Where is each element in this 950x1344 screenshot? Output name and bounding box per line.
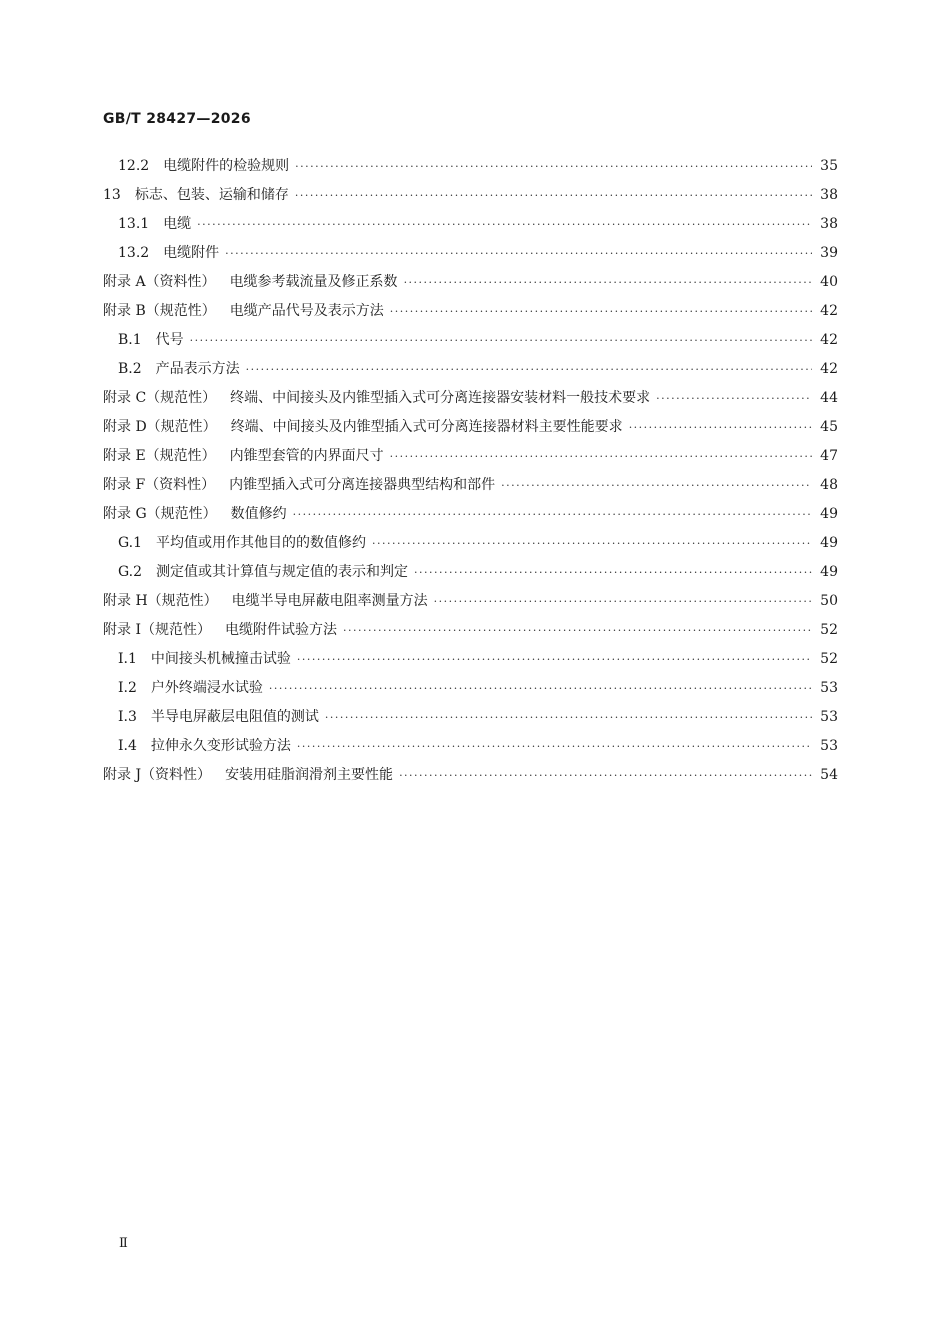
toc-entry-appendix-f[interactable] <box>103 471 838 500</box>
toc-leader-dots <box>501 471 812 500</box>
toc-title: 终端、中间接头及内锥型插入式可分离连接器材料主要性能要求 <box>230 419 623 435</box>
toc-page-number: 44 <box>820 390 838 406</box>
toc-number: 附录 I（规范性） <box>103 622 211 638</box>
toc-title: 数值修约 <box>230 506 287 522</box>
toc-title: 终端、中间接头及内锥型插入式可分离连接器安装材料一般技术要求 <box>230 390 651 406</box>
toc-title: 户外终端浸水试验 <box>150 680 263 696</box>
toc-title: 产品表示方法 <box>155 361 240 377</box>
toc-number: 12.2 <box>118 158 150 174</box>
toc-number: 附录 G（规范性） <box>103 506 217 522</box>
toc-page-number: 53 <box>820 738 838 754</box>
toc-title: 电缆附件的检验规则 <box>163 158 290 174</box>
toc-number: 附录 D（规范性） <box>103 419 217 435</box>
toc-page-number: 50 <box>820 593 838 609</box>
toc-title: 电缆附件 <box>163 245 220 261</box>
toc-number: 附录 E（规范性） <box>103 448 216 464</box>
toc-entry-i-1[interactable] <box>118 645 838 674</box>
toc-entry-i-2[interactable] <box>118 674 838 703</box>
toc-number: B.1 <box>118 332 142 348</box>
toc-entry-appendix-b[interactable] <box>103 297 838 326</box>
toc-title: 平均值或用作其他目的的数值修约 <box>156 535 367 551</box>
toc-leader-dots <box>225 239 812 268</box>
toc-entry-g-2[interactable] <box>118 558 838 587</box>
toc-page-number: 49 <box>820 506 838 522</box>
toc-page-number: 45 <box>820 419 838 435</box>
toc-leader-dots <box>269 674 812 703</box>
toc-leader-dots <box>197 210 812 239</box>
toc-title: 电缆半导电屏蔽电阻率测量方法 <box>231 593 428 609</box>
toc-leader-dots <box>414 558 812 587</box>
toc-title: 拉伸永久变形试验方法 <box>150 738 291 754</box>
toc-entry-appendix-j[interactable] <box>103 761 838 790</box>
toc-page-number: 42 <box>820 332 838 348</box>
toc-leader-dots <box>325 703 812 732</box>
toc-page-number: 49 <box>820 564 838 580</box>
toc-number: I.1 <box>118 651 137 667</box>
toc-entry-b-1[interactable] <box>118 326 838 355</box>
toc-number: 附录 A（资料性） <box>103 274 216 290</box>
toc-leader-dots <box>297 732 812 761</box>
toc-page-number: 53 <box>820 709 838 725</box>
toc-leader-dots <box>390 297 812 326</box>
toc-page-number: 49 <box>820 535 838 551</box>
document-header: GB/T 28427—2026 <box>103 111 251 127</box>
toc-title: 内锥型套管的内界面尺寸 <box>229 448 384 464</box>
toc-entry-appendix-i[interactable] <box>103 616 838 645</box>
toc-title: 中间接头机械撞击试验 <box>150 651 291 667</box>
toc-entry-appendix-a[interactable] <box>103 268 838 297</box>
toc-leader-dots <box>390 442 812 471</box>
toc-number: G.2 <box>118 564 143 580</box>
toc-page-number: 47 <box>820 448 838 464</box>
toc-number: I.3 <box>118 709 137 725</box>
toc-number: G.1 <box>118 535 143 551</box>
toc-number: 附录 C（规范性） <box>103 390 217 406</box>
toc-page-number: 54 <box>820 767 838 783</box>
toc-page-number: 48 <box>820 477 838 493</box>
toc-entry-appendix-c[interactable] <box>103 384 838 413</box>
toc-leader-dots <box>293 500 812 529</box>
toc-page-number: 52 <box>820 622 838 638</box>
toc-title: 电缆附件试验方法 <box>224 622 337 638</box>
toc-leader-dots <box>297 645 812 674</box>
toc-leader-dots <box>295 181 812 210</box>
toc-number: 附录 B（规范性） <box>103 303 216 319</box>
toc-entry-13-1[interactable] <box>118 210 838 239</box>
toc-leader-dots <box>629 413 812 442</box>
toc-leader-dots <box>343 616 812 645</box>
toc-title: 测定值或其计算值与规定值的表示和判定 <box>156 564 409 580</box>
page-number-footer: Ⅱ <box>119 1236 128 1251</box>
toc-number: 附录 J（资料性） <box>103 767 212 783</box>
toc-number: 13 <box>103 187 121 203</box>
toc-number: 13.2 <box>118 245 150 261</box>
toc-entry-i-4[interactable] <box>118 732 838 761</box>
toc-number: 13.1 <box>118 216 150 232</box>
toc-page-number: 40 <box>820 274 838 290</box>
toc-entry-appendix-g[interactable] <box>103 500 838 529</box>
toc-leader-dots <box>295 152 812 181</box>
toc-leader-dots <box>656 384 812 413</box>
toc-leader-dots <box>434 587 812 616</box>
toc-entry-appendix-e[interactable] <box>103 442 838 471</box>
toc-title: 安装用硅脂润滑剂主要性能 <box>225 767 394 783</box>
toc-entry-appendix-h[interactable] <box>103 587 838 616</box>
toc-leader-dots <box>404 268 812 297</box>
toc-title: 电缆 <box>163 216 192 232</box>
toc-number: 附录 F（资料性） <box>103 477 216 493</box>
toc-title: 电缆参考载流量及修正系数 <box>229 274 398 290</box>
toc-page-number: 42 <box>820 361 838 377</box>
toc-number: I.4 <box>118 738 137 754</box>
toc-leader-dots <box>190 326 812 355</box>
toc-entry-i-3[interactable] <box>118 703 838 732</box>
toc-leader-dots <box>246 355 812 384</box>
toc-entry-13-2[interactable] <box>118 239 838 268</box>
toc-number: 附录 H（规范性） <box>103 593 218 609</box>
toc-entry-appendix-d[interactable] <box>103 413 838 442</box>
toc-title: 半导电屏蔽层电阻值的测试 <box>150 709 319 725</box>
toc-entry-13[interactable] <box>103 181 838 210</box>
toc-page-number: 38 <box>820 187 838 203</box>
toc-title: 代号 <box>155 332 184 348</box>
toc-title: 内锥型插入式可分离连接器典型结构和部件 <box>229 477 496 493</box>
toc-page-number: 39 <box>820 245 838 261</box>
toc-number: I.2 <box>118 680 137 696</box>
toc-title: 电缆产品代号及表示方法 <box>229 303 384 319</box>
toc-title: 标志、包装、运输和储存 <box>134 187 289 203</box>
toc-page-number: 53 <box>820 680 838 696</box>
toc-page-number: 38 <box>820 216 838 232</box>
toc-page-number: 42 <box>820 303 838 319</box>
toc-number: B.2 <box>118 361 142 377</box>
toc-leader-dots <box>399 761 812 790</box>
toc-page-number: 52 <box>820 651 838 667</box>
toc-entry-g-1[interactable] <box>118 529 838 558</box>
toc-page-number: 35 <box>820 158 838 174</box>
toc-leader-dots <box>372 529 812 558</box>
toc-entry-12-2[interactable] <box>118 152 838 181</box>
toc-entry-b-2[interactable] <box>118 355 838 384</box>
